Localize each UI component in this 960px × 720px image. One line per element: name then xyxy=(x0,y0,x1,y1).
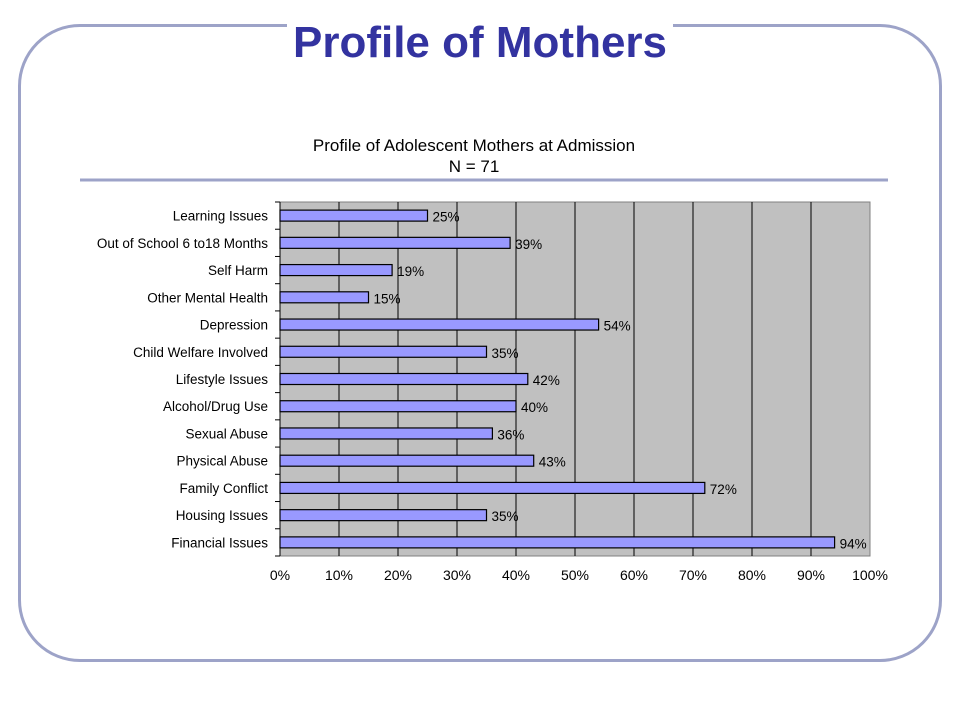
category-label: Financial Issues xyxy=(171,535,268,551)
bar xyxy=(280,319,599,330)
data-label: 42% xyxy=(532,373,560,388)
data-label: 15% xyxy=(373,291,401,307)
x-tick-label: 50% xyxy=(560,567,590,583)
data-label: 35% xyxy=(491,509,519,525)
category-label: Learning Issues xyxy=(172,208,268,224)
category-label: Child Welfare Involved xyxy=(133,344,268,360)
x-tick-label: 10% xyxy=(324,567,354,583)
x-tick-label: 0% xyxy=(269,567,291,583)
bar xyxy=(280,455,534,466)
category-label: Alcohol/Drug Use xyxy=(162,399,268,415)
x-tick-label: 80% xyxy=(737,567,767,583)
x-tick-label: 60% xyxy=(619,567,649,583)
category-label: Housing Issues xyxy=(175,508,268,524)
category-label: Other Mental Health xyxy=(147,290,268,306)
data-label: 40% xyxy=(521,400,549,416)
bar xyxy=(280,374,528,385)
category-labels xyxy=(97,209,268,551)
data-label: 36% xyxy=(497,427,525,443)
category-label: Sexual Abuse xyxy=(185,426,268,442)
data-label: 54% xyxy=(603,318,631,334)
category-label: Self Harm xyxy=(207,263,268,279)
bar xyxy=(280,537,835,548)
data-label: 43% xyxy=(538,454,566,470)
bar xyxy=(280,428,492,439)
bar xyxy=(280,265,392,276)
x-tick-label: 30% xyxy=(442,567,472,583)
bar xyxy=(280,482,705,493)
x-tick-labels xyxy=(270,567,888,583)
category-label: Physical Abuse xyxy=(176,453,268,469)
bar xyxy=(280,292,369,303)
category-label: Family Conflict xyxy=(179,480,268,496)
x-tick-label: 100% xyxy=(852,567,888,583)
bar xyxy=(280,210,428,221)
category-label: Out of School 6 to18 Months xyxy=(96,235,268,251)
x-tick-label: 40% xyxy=(501,567,531,583)
bar xyxy=(280,510,487,521)
bar xyxy=(280,401,516,412)
data-label: 35% xyxy=(491,345,519,361)
x-tick-label: 90% xyxy=(796,567,826,583)
bar xyxy=(280,346,487,357)
data-label: 39% xyxy=(515,236,543,252)
category-label: Lifestyle Issues xyxy=(175,372,268,387)
data-label: 19% xyxy=(397,264,425,280)
category-label: Depression xyxy=(199,317,268,333)
data-label: 25% xyxy=(432,209,460,225)
slide-title: Profile of Mothers xyxy=(287,18,673,67)
bar xyxy=(280,237,510,248)
data-label: 72% xyxy=(709,481,737,497)
chart-subtitle: N = 71 xyxy=(448,157,500,176)
x-tick-label: 70% xyxy=(678,567,708,583)
chart-title: Profile of Adolescent Mothers at Admission xyxy=(312,136,636,155)
x-tick-label: 20% xyxy=(383,567,413,583)
data-label: 94% xyxy=(839,536,867,552)
